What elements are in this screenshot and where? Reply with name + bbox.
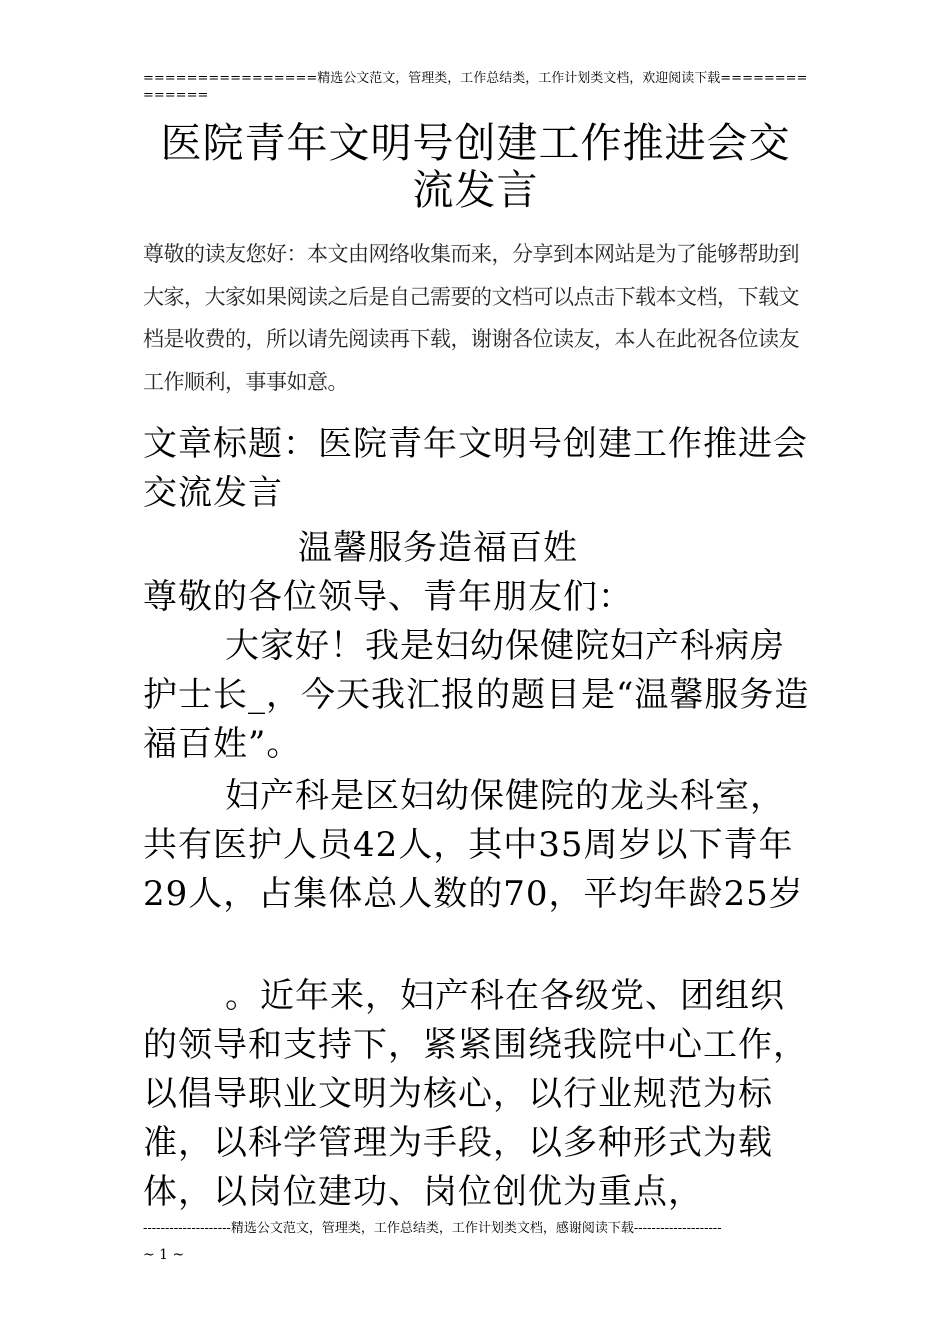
greeting: 尊敬的各位领导、青年朋友们： xyxy=(143,577,633,617)
article-subtitle: 温馨服务造福百姓 xyxy=(298,528,578,568)
paragraph: 妇产科是区妇幼保健院的龙头科室，共有医护人员42人，其中35周岁以下青年29人，占集体总人数的70，平均年龄25岁 xyxy=(143,776,804,914)
paragraph: 大家好！我是妇幼保健院妇产科病房护士长_，今天我汇报的题目是“温馨服务造福百姓”。 xyxy=(143,626,810,764)
reader-notice: 尊敬的读友您好：本文由网络收集而来，分享到本网站是为了能够帮助到大家，大家如果阅读之后是自己需要的文档可以点击下载本文档，下载文档是收费的，所以请先阅读再下载，谢谢各位读友，本人在此祝各位读友工作顺利，事事如意。 xyxy=(143,242,799,394)
article-title: 文章标题：医院青年文明号创建工作推进会交流发言 xyxy=(143,424,808,513)
page-number: ~ 1 ~ xyxy=(143,1247,185,1263)
page-header: ================精选公文范文，管理类，工作总结类，工作计划类文档，欢迎阅读下载============== xyxy=(143,71,808,103)
document-title: 医院青年文明号创建工作推进会交流发言 xyxy=(160,119,791,214)
page-footer: --------------------精选公文范文，管理类，工作总结类，工作计划类文档，感谢阅读下载-------------------- xyxy=(143,1221,722,1236)
paragraph: 。近年来，妇产科在各级党、团组织的领导和支持下，紧紧围绕我院中心工作，以倡导职业文明为核心，以行业规范为标准，以科学管理为手段，以多种形式为载体，以岗位建功、岗位创优为重点， xyxy=(143,976,808,1212)
